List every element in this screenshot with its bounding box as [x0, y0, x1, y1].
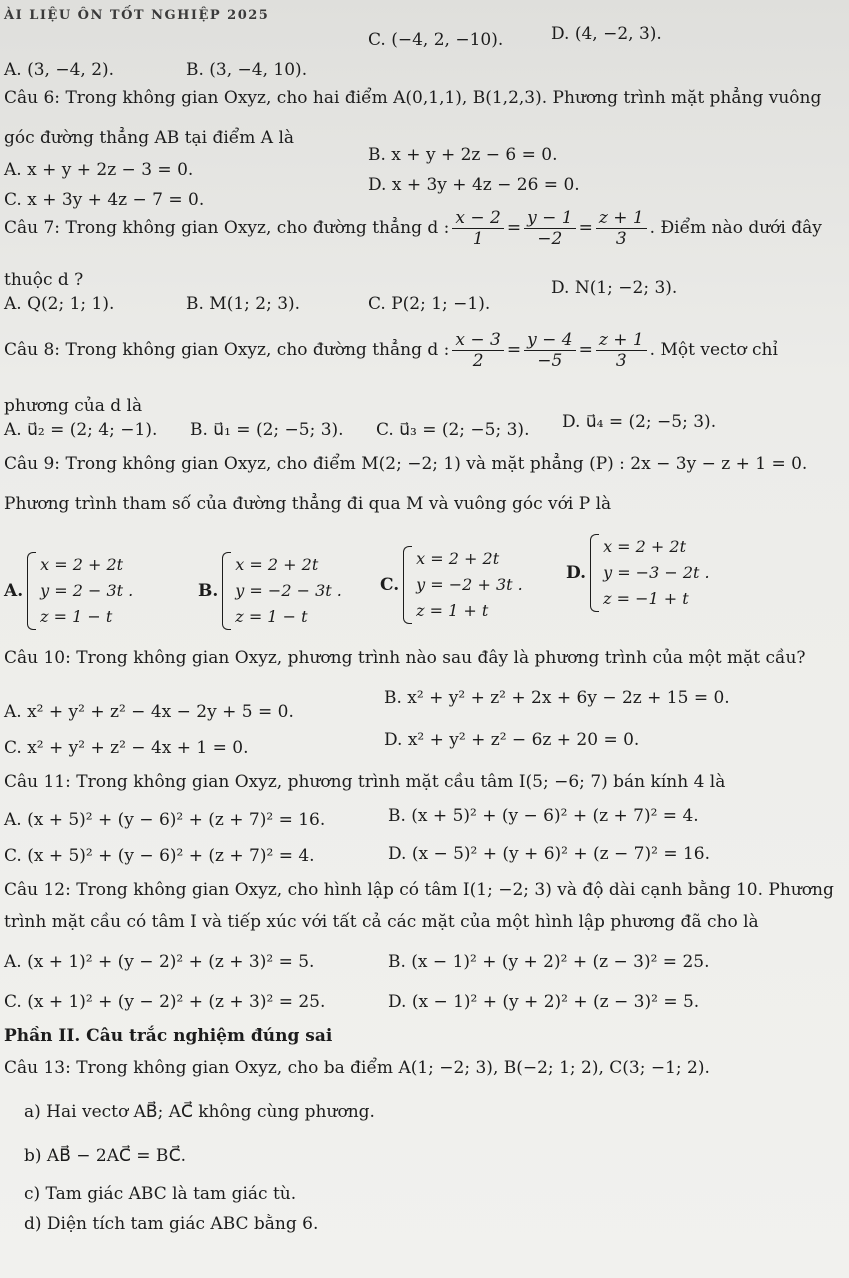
q8-option-a: A. u⃗₂ = (2; 4; −1).: [4, 420, 158, 440]
q6-option-b: B. x + y + 2z − 6 = 0.: [368, 145, 558, 165]
q7-stem-line2: thuộc d ?: [4, 270, 84, 290]
q8-stem-line1: Câu 8: Trong không gian Oxyz, cho đường thẳng d : $\frac{x - 3}{2}$ = $\frac{y - 4}{-5}$ = $\frac{z + 1}{3}$ . Một vectơ chỉ: [4, 329, 778, 371]
q7-stem-line1: Câu 7: Trong không gian Oxyz, cho đường thẳng d : $\frac{x - 2}{1}$ = $\frac{y - 1}{-2}$ = $\frac{z + 1}{3}$ . Điểm nào dưới đây: [4, 207, 822, 249]
q13-statement-c: c) Tam giác ABC là tam giác tù.: [24, 1184, 297, 1204]
q12-stem-line1: Câu 12: Trong không gian Oxyz, cho hình lập có tâm I(1; −2; 3) và độ dài cạnh bằng 10. Phương: [4, 880, 834, 900]
q5-option-d: D. (4, −2, 3).: [551, 24, 662, 44]
q7-tail: . Điểm nào dưới đây: [649, 218, 822, 238]
q10-option-c: C. x² + y² + z² − 4x + 1 = 0.: [4, 738, 249, 758]
q8-stem-line2: phương của d là: [4, 396, 143, 416]
q9-option-b: B. x = 2 + 2t y = −2 − 3t . z = 1 − t: [198, 552, 342, 630]
q12-option-c: C. (x + 1)² + (y − 2)² + (z + 3)² = 25.: [4, 992, 326, 1012]
q9-option-d: D. x = 2 + 2t y = −3 − 2t . z = −1 + t: [566, 534, 710, 612]
q11-option-c: C. (x + 5)² + (y − 6)² + (z + 7)² = 4.: [4, 846, 315, 866]
q7-fraction-y: $\frac{y - 1}{-2}$: [524, 208, 575, 249]
q11-option-d: D. (x − 5)² + (y + 6)² + (z − 7)² = 16.: [388, 844, 711, 864]
q12-stem-line2: trình mặt cầu có tâm I và tiếp xúc với tất cả các mặt của một hình lập phương đã cho là: [4, 912, 759, 932]
section-title-part2: Phần II. Câu trắc nghiệm đúng sai: [4, 1026, 333, 1046]
q6-option-a: A. x + y + 2z − 3 = 0.: [4, 160, 194, 180]
q8-option-d: D. u⃗₄ = (2; −5; 3).: [562, 412, 717, 432]
q7-option-a: A. Q(2; 1; 1).: [4, 294, 115, 314]
q10-option-a: A. x² + y² + z² − 4x − 2y + 5 = 0.: [4, 702, 294, 722]
q9-stem-line2: Phương trình tham số của đường thẳng đi qua M và vuông góc với P là: [4, 494, 612, 514]
q7-option-b: B. M(1; 2; 3).: [186, 294, 301, 314]
q11-option-b: B. (x + 5)² + (y − 6)² + (z + 7)² = 4.: [388, 806, 699, 826]
q7-option-c: C. P(2; 1; −1).: [368, 294, 491, 314]
q8-fraction-y: $\frac{y - 4}{-5}$: [524, 330, 575, 371]
q5-option-b: B. (3, −4, 10).: [186, 60, 308, 80]
q13-stem: Câu 13: Trong không gian Oxyz, cho ba điểm A(1; −2; 3), B(−2; 1; 2), C(3; −1; 2).: [4, 1058, 710, 1078]
q10-option-d: D. x² + y² + z² − 6z + 20 = 0.: [384, 730, 640, 750]
q8-lead: Câu 8: Trong không gian Oxyz, cho đường thẳng d :: [4, 340, 450, 360]
q9-option-a: A. x = 2 + 2t y = 2 − 3t . z = 1 − t: [4, 552, 133, 630]
q13-statement-b: b) AB⃗ − 2AC⃗ = BC⃗.: [24, 1146, 187, 1166]
q7-option-d: D. N(1; −2; 3).: [551, 278, 678, 298]
q5-option-c: C. (−4, 2, −10).: [368, 30, 504, 50]
q8-fraction-x: $\frac{x - 3}{2}$: [452, 330, 503, 371]
q6-stem-line2: góc đường thẳng AB tại điểm A là: [4, 128, 295, 148]
q9-stem-line1: Câu 9: Trong không gian Oxyz, cho điểm M(2; −2; 1) và mặt phẳng (P) : 2x − 3y − z + 1 = 0.: [4, 454, 808, 474]
q8-fraction-z: $\frac{z + 1}{3}$: [596, 330, 647, 371]
q10-option-b: B. x² + y² + z² + 2x + 6y − 2z + 15 = 0.: [384, 688, 730, 708]
q6-option-d: D. x + 3y + 4z − 26 = 0.: [368, 175, 580, 195]
q8-tail: . Một vectơ chỉ: [649, 340, 778, 360]
q13-statement-d: d) Diện tích tam giác ABC bằng 6.: [24, 1214, 319, 1234]
q11-stem: Câu 11: Trong không gian Oxyz, phương trình mặt cầu tâm I(5; −6; 7) bán kính 4 là: [4, 772, 726, 792]
q9-option-c: C. x = 2 + 2t y = −2 + 3t . z = 1 + t: [380, 546, 523, 624]
q12-option-b: B. (x − 1)² + (y + 2)² + (z − 3)² = 25.: [388, 952, 710, 972]
q8-option-c: C. u⃗₃ = (2; −5; 3).: [376, 420, 530, 440]
q7-lead: Câu 7: Trong không gian Oxyz, cho đường thẳng d :: [4, 218, 450, 238]
q7-fraction-x: $\frac{x - 2}{1}$: [452, 208, 503, 249]
q7-fraction-z: $\frac{z + 1}{3}$: [596, 208, 647, 249]
q10-stem: Câu 10: Trong không gian Oxyz, phương trình nào sau đây là phương trình của một mặt cầu?: [4, 648, 806, 668]
q12-option-a: A. (x + 1)² + (y − 2)² + (z + 3)² = 5.: [4, 952, 315, 972]
q13-statement-a: a) Hai vectơ AB⃗; AC⃗ không cùng phương.: [24, 1102, 375, 1122]
q6-option-c: C. x + 3y + 4z − 7 = 0.: [4, 190, 205, 210]
q11-option-a: A. (x + 5)² + (y − 6)² + (z + 7)² = 16.: [4, 810, 326, 830]
q8-option-b: B. u⃗₁ = (2; −5; 3).: [190, 420, 344, 440]
q12-option-d: D. (x − 1)² + (y + 2)² + (z − 3)² = 5.: [388, 992, 700, 1012]
page-header: ÀI LIỆU ÔN TỐT NGHIỆP 2025: [4, 8, 270, 23]
q6-stem-line1: Câu 6: Trong không gian Oxyz, cho hai điểm A(0,1,1), B(1,2,3). Phương trình mặt phẳng vuông: [4, 88, 822, 108]
q5-option-a: A. (3, −4, 2).: [4, 60, 115, 80]
